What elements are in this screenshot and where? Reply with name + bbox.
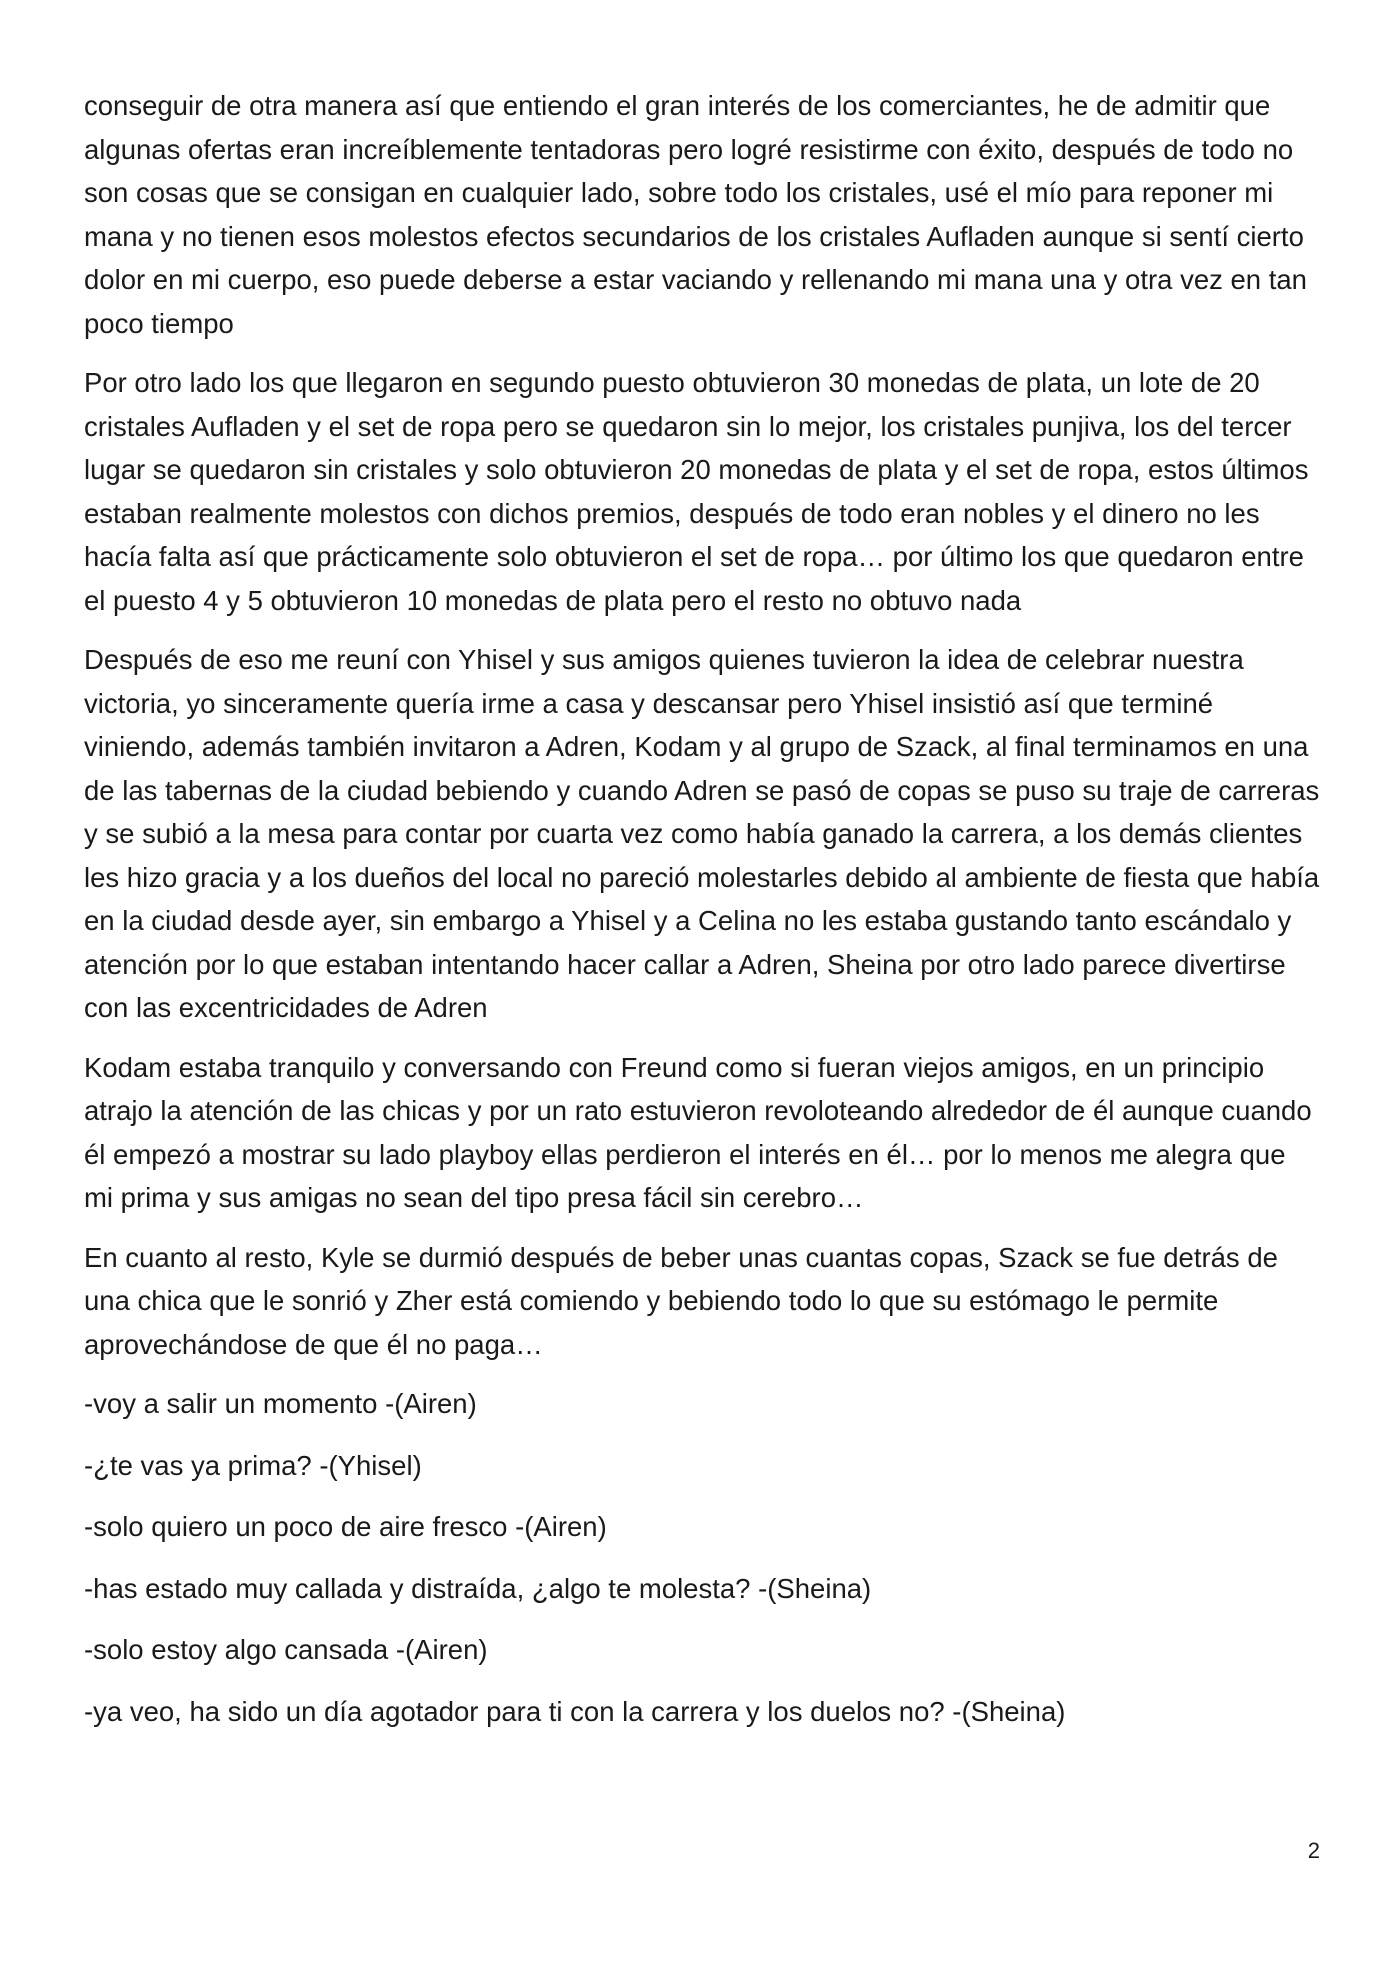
paragraph-4: Kodam estaba tranquilo y conversando con Freund como si fueran viejos amigos, en un principio atrajo la atención de las chicas y por un rato estuvieron revoloteando alrededor de él aunque cuando él empezó a mostrar su lado playboy ellas perdieron el interés en él… por lo menos me alegra que mi prima y sus amigas no sean del tipo presa fácil sin cerebro… — [84, 1051, 1312, 1213]
dialogue-line-2: -¿te vas ya prima? -(Yhisel) — [84, 1449, 422, 1481]
paragraph-1: conseguir de otra manera así que entiendo el gran interés de los comerciantes, he de admitir que algunas ofertas eran increíblemente tentadoras pero logré resistirme con éxito, después de todo no son cosas que se consigan en cualquier lado, sobre todo los cristales, usé el mío para reponer mi mana y no tienen esos molestos efectos secundarios de los cristales Aufladen aunque si sentí cierto dolor en mi cuerpo, eso puede deberse a estar vaciando y rellenando mi mana una y otra vez en tan poco tiempo — [84, 90, 1307, 339]
paragraph-3: Después de eso me reuní con Yhisel y sus amigos quienes tuvieron la idea de celebrar nuestra victoria, yo sinceramente quería irme a casa y descansar pero Yhisel insistió así que terminé viniendo, además también invitaron a Adren, Kodam y al grupo de Szack, al final terminamos en una de las tabernas de la ciudad bebiendo y cuando Adren se pasó de copas se puso su traje de carreras y se subió a la mesa para contar por cuarta vez como había ganado la carrera, a los demás clientes les hizo gracia y a los dueños del local no pareció molestarles debido al ambiente de fiesta que había en la ciudad desde ayer, sin embargo a Yhisel y a Celina no les estaba gustando tanto escándalo y atención por lo que estaban intentando hacer callar a Adren, Sheina por otro lado parece divertirse con las excentricidades de Adren — [84, 644, 1320, 1023]
dialogue-line-1: -voy a salir un momento -(Airen) — [84, 1388, 477, 1419]
dialogue-line-6: -ya veo, ha sido un día agotador para ti con la carrera y los duelos no? -(Sheina) — [84, 1695, 1066, 1727]
dialogue-line-3: -solo quiero un poco de aire fresco -(Airen) — [84, 1511, 607, 1542]
page-number: 2 — [1307, 1838, 1320, 1863]
dialogue-line-4: -has estado muy callada y distraída, ¿algo te molesta? -(Sheina) — [84, 1572, 872, 1604]
document-body — [84, 84, 1320, 1751]
dialogue-line-5: -solo estoy algo cansada -(Airen) — [84, 1634, 488, 1665]
paragraph-5: En cuanto al resto, Kyle se durmió después de beber unas cuantas copas, Szack se fue detrás de una chica que le sonrió y Zher está comiendo y bebiendo todo lo que su estómago le permite aprovechándose de que él no paga… — [84, 1241, 1278, 1360]
paragraph-2: Por otro lado los que llegaron en segundo puesto obtuvieron 30 monedas de plata, un lote de 20 cristales Aufladen y el set de ropa pero se quedaron sin lo mejor, los cristales punjiva, los del tercer lugar se quedaron sin cristales y solo obtuvieron 20 monedas de plata y el set de ropa, estos últimos estaban realmente molestos con dichos premios, después de todo eran nobles y el dinero no les hacía falta así que prácticamente solo obtuvieron el set de ropa… por último los que quedaron entre el puesto 4 y 5 obtuvieron 10 monedas de plata pero el resto no obtuvo nada — [84, 367, 1309, 616]
